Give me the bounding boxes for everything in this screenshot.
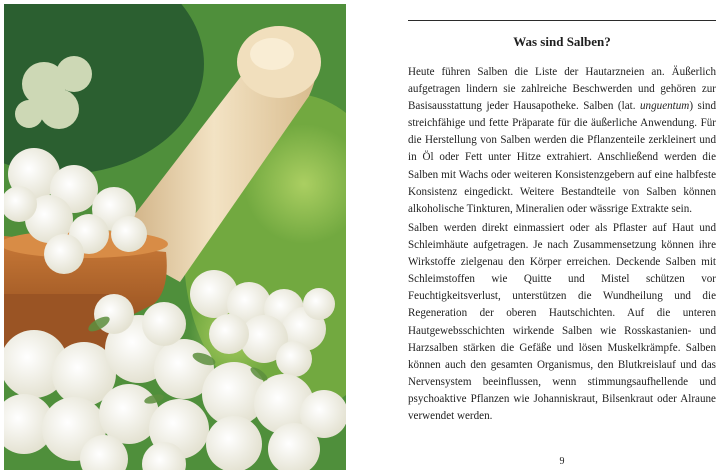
paragraph-1 (408, 64, 716, 218)
yarrow-mortar-photo (4, 4, 346, 470)
paragraph-2: Salben werden direkt einmassiert oder als Pflaster auf Haut und Schleimhäute aufgetragen. Je nach Zusammensetzung können ihre Wirkstoffe zielgenau den Körper erreichen. Deckende Salben mit Schleimstoffen wie Quitte und Mistel schützen vor Feuchtigkeitsverlust, unterstützen die Wundheilung und die Regeneration der oberen Hautschichten. Auf die unteren Hautgewebsschichten wirkende Salben wie Rosskastanien- und Harzsalben stärken die Gefäße und lösen Muskelkrämpfe. Salben können auch den gesamten Organismus, den Blutkreislauf und das Nervensystem beeinflussen, wenn stimmungsaufhellende und psychoaktive Pflanzen wie Johanniskraut, Bilsenkraut oder Alraune verwendet werden. (408, 222, 716, 423)
paragraph-1-latin-term: unguentum (640, 100, 690, 113)
paragraph-1-text-a: Heute führen Salben die Liste der Hautarzneien an. Äußerlich aufgetragen lindern sie zahlreiche Beschwerden und gehören zur Basisausstattung jeder Hausapotheke. Salben (lat. (408, 66, 716, 113)
page-number: 9 (559, 456, 565, 467)
photo-illustration (4, 4, 346, 470)
top-rule (408, 20, 716, 21)
page-heading: Was sind Salben? (513, 34, 611, 49)
paragraph-1-text-b: ) sind streichfähige und fette Präparate für die äußerliche Anwendung. Für die Herstellung von Salben werden die Pflanzenteile zerkleinert und in Öl oder Fett unter Hitze extrahiert. Anschließend werden die Salben mit Wachs oder weiteren Konsistenzgebern auf eine halbfeste Konsistenz eingedickt. Weitere Bestandteile von Salben können alkoholische Tinkturen, Mineralien oder wässrige Extrakte sein. (408, 100, 716, 215)
text-page (408, 20, 716, 470)
